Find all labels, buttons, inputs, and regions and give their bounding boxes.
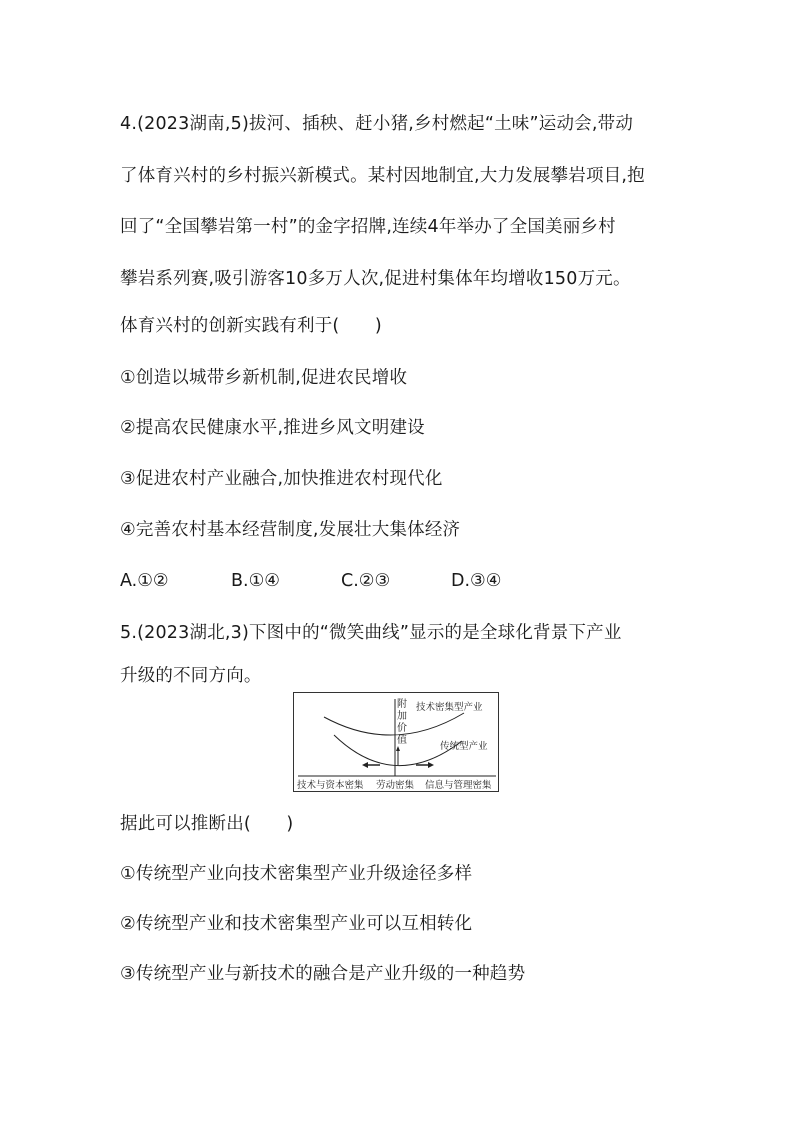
q4-option-4: ④完善农村基本经营制度,发展壮大集体经济 xyxy=(120,520,461,540)
q4-stem-line-2: 了体育兴村的乡村振兴新模式。某村因地制宜,大力发展攀岩项目,抱 xyxy=(120,166,645,186)
q4-question: 体育兴村的创新实践有利于( ) xyxy=(120,316,382,336)
q4-stem-line-3: 回了“全国攀岩第一村”的金字招牌,连续4年举办了全国美丽乡村 xyxy=(120,217,616,237)
y-axis-char-4: 值 xyxy=(397,735,407,746)
q5-stem-line-1: 5.(2023湖北,3)下图中的“微笑曲线”显示的是全球化背景下产业 xyxy=(120,623,622,643)
q4-choices xyxy=(120,569,680,593)
q4-option-1: ①创造以城带乡新机制,促进农民增收 xyxy=(120,368,408,388)
q5-option-2: ②传统型产业和技术密集型产业可以互相转化 xyxy=(120,914,473,934)
q5-stem-line-2: 升级的不同方向。 xyxy=(120,666,262,686)
upper-curve-label: 技术密集型产业 xyxy=(416,702,483,713)
x-label-left: 技术与资本密集 xyxy=(297,780,364,791)
q5-question: 据此可以推断出( ) xyxy=(120,814,294,834)
q5-option-3: ③传统型产业与新技术的融合是产业升级的一种趋势 xyxy=(120,964,526,984)
lower-curve-label: 传统型产业 xyxy=(440,741,488,752)
q4-stem-line-1: 4.(2023湖南,5)拔河、插秧、赶小猪,乡村燃起“土味”运动会,带动 xyxy=(120,114,634,134)
choice-a[interactable]: A.①② xyxy=(120,571,169,591)
choice-b[interactable]: B.①④ xyxy=(231,571,280,591)
q4-stem-line-4: 攀岩系列赛,吸引游客10多万人次,促进村集体年均增收150万元。 xyxy=(120,269,631,289)
right-arrow-head-icon xyxy=(428,762,434,768)
choice-d[interactable]: D.③④ xyxy=(451,571,502,591)
smile-curve-figure xyxy=(293,692,499,792)
q5-option-1: ①传统型产业向技术密集型产业升级途径多样 xyxy=(120,864,473,884)
x-label-middle: 劳动密集 xyxy=(376,780,415,791)
upper-smile-curve xyxy=(324,713,464,735)
up-arrow-head-icon xyxy=(396,746,400,751)
x-label-right: 信息与管理密集 xyxy=(425,780,492,791)
y-axis-char-1: 附 xyxy=(397,699,407,710)
q4-option-2: ②提高农民健康水平,推进乡风文明建设 xyxy=(120,418,425,438)
smile-curve-diagram xyxy=(294,693,500,793)
q4-option-3: ③促进农村产业融合,加快推进农村现代化 xyxy=(120,469,443,489)
left-arrow-head-icon xyxy=(362,762,368,768)
choice-c[interactable]: C.②③ xyxy=(341,571,391,591)
y-axis-char-3: 价 xyxy=(397,723,407,734)
y-axis-char-2: 加 xyxy=(397,711,407,722)
